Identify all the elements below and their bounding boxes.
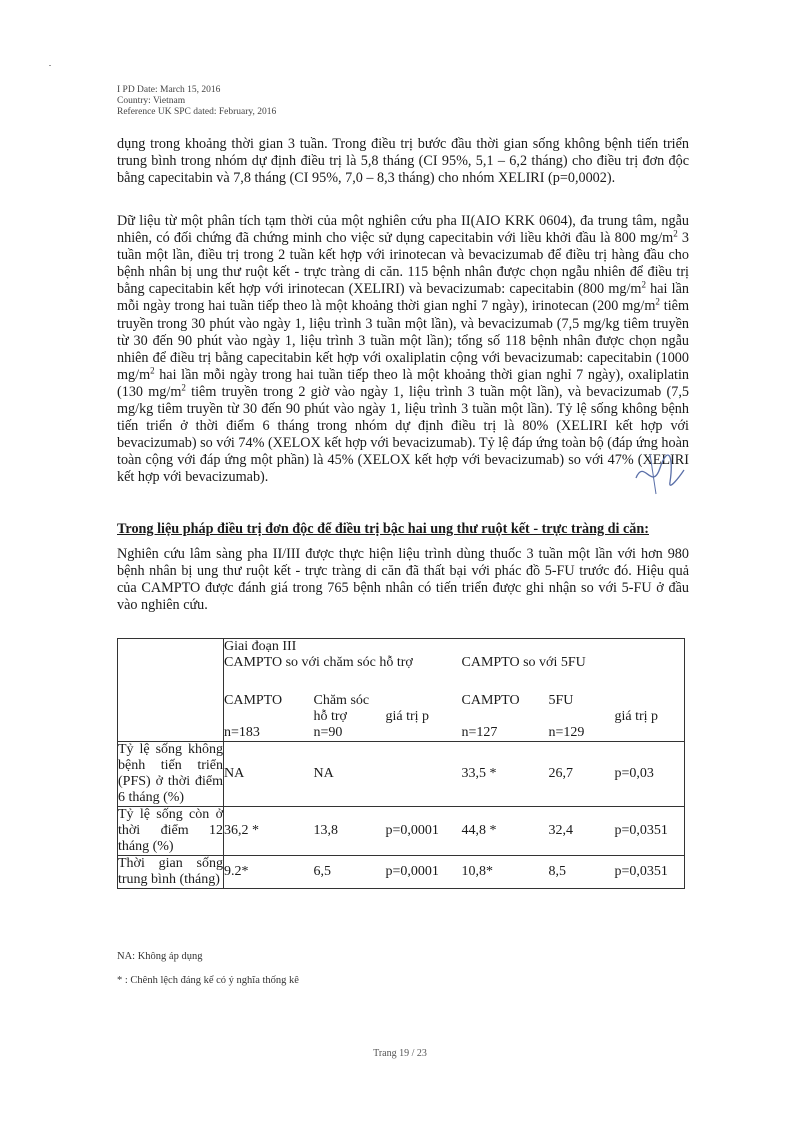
paragraph-3: Nghiên cứu lâm sàng pha II/III được thực hiện liệu trình dùng thuốc 3 tuần một lần với hơn 980 bệnh nhân bị ung thư ruột kết - trực tràng di căn đã thất bại với phác đồ 5-FU trước đó. Hiệu quả của CAMPTO được đánh giá trong 765 bệnh nhân có tiến triển được ghi nhận so với 5-FU ở đầu vào nghiên cứu.: [117, 546, 689, 614]
sup-1: 2: [673, 228, 678, 239]
section-heading: Trong liệu pháp điều trị đơn độc để điều trị bậc hai ung thư ruột kết - trực tràng di căn:: [117, 521, 649, 537]
table-header-row-1: [118, 639, 685, 656]
cell-pfs-supportive: NA: [314, 742, 386, 807]
table-row-survival-12m: [118, 807, 685, 856]
hdr-campto-1-label: CAMPTO: [224, 693, 283, 708]
results-table: [117, 638, 685, 889]
p2-text-6: tiêm truyền trong 2 giờ vào ngày 1, liệu trình 3 tuần một lần), và bevacizumab (7,5 mg/kg tiêm truyền từ 30 đến 90 phút vào ngày 1, liệu trình 3 tuần một lần). Tỷ lệ sống không bệnh tiến triển ở thời điểm 6 tháng trong nhóm dự định điều trị là 80% (XELIRI kết hợp với bevacizumab) so với 74% (XELOX kết hợp với bevacizumab). Tỷ lệ đáp ứng toàn bộ (đáp ứng hoàn toàn cộng với đáp ứng một phần) là 45% (XELOX kết hợp với bevacizumab) so với 47% (XELIRI kết hợp với bevacizumab).: [117, 383, 689, 486]
corner-cell: [118, 639, 224, 742]
phase-header: [224, 639, 685, 656]
cell-os12-campto-2: 44,8 *: [462, 807, 549, 856]
paragraph-1: dụng trong khoảng thời gian 3 tuần. Trong điều trị bước đầu thời gian sống không bệnh tiến triển trung bình trong nhóm dự định điều trị là 5,8 tháng (CI 95%, 5,1 – 6,2 tháng) cho điều trị đơn độc bằng capecitabin và 7,8 tháng (CI 95%, 7,0 – 8,3 tháng) cho nhóm XELIRI (p=0,0002).: [117, 136, 689, 187]
ipd-date: I PD Date: March 15, 2016: [117, 85, 221, 95]
document-header: [117, 85, 276, 118]
footnote-na: NA: Không áp dụng: [117, 951, 203, 962]
cell-median-supportive: 6,5: [314, 856, 386, 889]
row-label-median-survival: Thời gian sống trung bình (tháng): [118, 856, 223, 887]
cell-pfs-campto-2: 33,5 *: [462, 742, 549, 807]
hdr-5fu-label: 5FU: [548, 693, 574, 708]
footnote-significance: * : Chênh lệch đáng kể có ý nghĩa thống kê: [117, 975, 299, 986]
paragraph-2: [117, 213, 689, 487]
sup-5: 2: [181, 382, 186, 393]
hdr-campto-2-n: n=127: [461, 725, 498, 740]
cell-os12-supportive: 13,8: [314, 807, 386, 856]
hdr-campto-2: [462, 693, 549, 742]
cell-median-5fu: 8,5: [549, 856, 615, 889]
p2-text-1: Dữ liệu từ một phân tích tạm thời của một nghiên cứu pha II(AIO KRK 0604), đa trung tâm, ngẫu nhiên, có đối chứng đã chứng minh cho việc sử dụng capecitabin với liều khởi đầu là 800 mg/m: [117, 213, 689, 247]
group-header-2: CAMPTO so với 5FU: [462, 655, 685, 693]
initials-signature: [630, 448, 690, 500]
page-number: Trang 19 / 23: [373, 1048, 427, 1059]
cell-median-p1: p=0,0001: [386, 856, 462, 889]
hdr-5fu: [549, 693, 615, 742]
hdr-5fu-n: n=129: [548, 725, 585, 740]
p2-text-3: hai lần mỗi ngày trong hai tuần tiếp theo là một khoảng thời gian nghỉ 7 ngày), irinotecan (200 mg/m: [117, 281, 689, 315]
cell-pfs-campto-1: NA: [224, 742, 314, 807]
country: Country: Vietnam: [117, 96, 186, 106]
cell-pfs-p2: p=0,03: [615, 742, 685, 807]
sup-2: 2: [641, 279, 646, 290]
cell-os12-5fu: 32,4: [549, 807, 615, 856]
p2-text-2: 3 tuần một lần, điều trị trong 2 tuần kết hợp với irinotecan và bevacizumab để điều trị hàng đầu cho bệnh nhân bị ung thư ruột kết - trực tràng di căn. 115 bệnh nhân được chọn ngẫu nhiên để điều trị bằng capecitabin kết hợp với irinotecan (XELIRI) và bevacizumab: capecitabin (800 mg/m: [117, 230, 690, 298]
row-label-pfs: Tỷ lệ sống không bệnh tiến triển (PFS) ở thời điểm 6 tháng (%): [118, 742, 223, 805]
hdr-p-value-2: giá trị p: [615, 693, 685, 742]
reference: Reference UK SPC dated: February, 2016: [117, 107, 277, 117]
sup-4: 2: [150, 365, 155, 376]
table-row-pfs: [118, 742, 685, 807]
scan-speck: [49, 65, 51, 66]
table-row-median-survival: [118, 856, 685, 889]
cell-os12-p2: p=0,0351: [615, 807, 685, 856]
cell-median-p2: p=0,0351: [615, 856, 685, 889]
hdr-p-value-1: giá trị p: [385, 709, 430, 724]
p2-text-5: hai lần mỗi ngày trong hai tuần tiếp theo là một khoảng thời gian nghỉ 7 ngày), oxaliplatin (130 mg/m: [117, 366, 689, 400]
p2-text-4: tiêm truyền trong 30 phút vào ngày 1, liệu trình 3 tuần một lần), và bevacizumab (7,5 mg/kg tiêm truyền từ 30 đến 90 phút vào ngày 1, liệu trình 3 tuần một lần); tổng số 118 bệnh nhân được chọn ngẫu nhiên để điều trị bằng capecitabin kết hợp với oxaliplatin cộng với bevacizumab: capecitabin (1000 mg/m: [117, 298, 689, 383]
row-label-survival-12m: Tỷ lệ sống còn ở thời điểm 12 tháng (%): [118, 807, 223, 854]
cell-pfs-p1: [386, 742, 462, 807]
hdr-campto-2-label: CAMPTO: [461, 693, 520, 708]
sup-3: 2: [655, 296, 660, 307]
cell-median-campto-2: 10,8*: [462, 856, 549, 889]
table-footnotes: [117, 950, 299, 998]
hdr-supportive-care-n: n=90: [313, 725, 343, 740]
cell-os12-campto-1: 36,2 *: [224, 807, 314, 856]
cell-pfs-5fu: 26,7: [549, 742, 615, 807]
group-header-1: CAMPTO so với chăm sóc hỗ trợ: [224, 655, 462, 693]
hdr-campto-1: [224, 693, 314, 742]
hdr-supportive-care-label: Chăm sóc hỗ trợ: [313, 693, 370, 724]
phase-label: Giai đoạn III: [224, 639, 297, 654]
hdr-campto-1-n: n=183: [224, 725, 260, 740]
cell-os12-p1: p=0,0001: [386, 807, 462, 856]
cell-median-campto-1: 9.2*: [224, 856, 314, 889]
hdr-supportive-care: [314, 693, 386, 742]
